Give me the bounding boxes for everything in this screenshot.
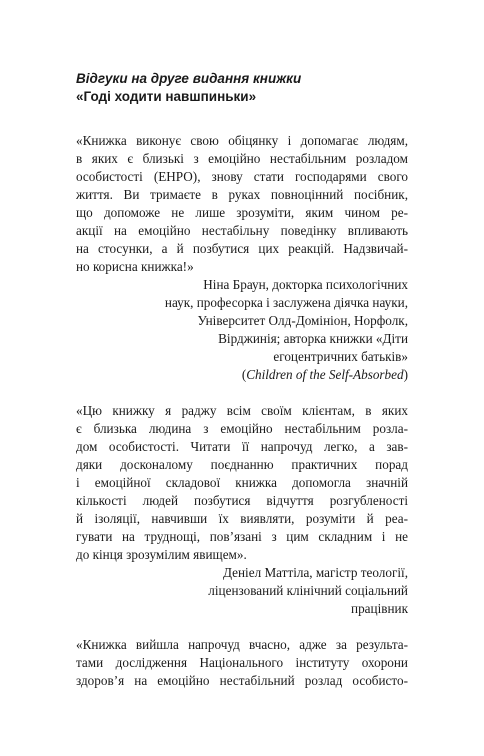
text-line: є близька людина з емоційно нестабільним розла- [76, 421, 408, 436]
book-page [76, 70, 408, 690]
attribution-line: егоцентричних батьків» [273, 349, 408, 364]
text-line: в яких є близькі з емоційно нестабільним розладом [76, 151, 408, 166]
attribution-line: працівник [351, 601, 408, 616]
text-line: тами дослідження Національного інституту охорони [76, 655, 408, 670]
attribution-line: Ніна Браун, докторка психологічних [203, 277, 408, 292]
text-line: акції на емоційно нестабільну поведінку впливають [76, 223, 408, 238]
review-2-text [76, 402, 408, 564]
attribution-line: наук, професорка і заслужена діячка науки, [164, 295, 408, 310]
attribution-line: ліцензований клінічний соціальний [208, 583, 408, 598]
text-line: до кінця зрозумілим явищем». [76, 547, 247, 562]
paren-open: ( [241, 367, 247, 382]
review-2-attribution [76, 564, 408, 618]
heading-line-1: Відгуки на друге видання книжки [76, 71, 302, 86]
attribution-line: Деніел Маттіла, магістр теології, [222, 565, 408, 580]
text-line: «Книжка вийшла напрочуд вчасно, адже за результа- [76, 637, 408, 652]
text-line: «Книжка виконує свою обіцянку і допомагає людям, [76, 133, 408, 148]
text-line: кількості людей позбутися відчуття розгубленості [76, 493, 408, 508]
original-title-line [76, 366, 408, 384]
text-line: на стосунки, а й позбутися цих реакцій. Надзвичай- [76, 241, 408, 256]
text-line: дом особистості. Читати її напрочуд легко, а зав- [76, 439, 408, 454]
text-line: но корисна книжка!» [76, 259, 194, 274]
paren-close: ) [403, 367, 408, 382]
text-line: життя. Ви тримаєте в руках повноцінний посібник, [76, 187, 408, 202]
attribution-line: Вірджинія; авторка книжки «Діти [218, 331, 408, 346]
review-1-attribution [76, 276, 408, 384]
review-1-text [76, 132, 408, 276]
text-line: й ізоляції, навчивши їх виявляти, розуміти й реа- [76, 511, 408, 526]
attribution-line: Університет Олд-Домініон, Норфолк, [197, 313, 408, 328]
text-line: що допоможе не лише зрозуміти, яким чином ре- [76, 205, 408, 220]
heading-line-2: «Годі ходити навшпиньки» [76, 89, 257, 104]
review-3-text [76, 636, 408, 690]
text-line: «Цю книжку я раджу всім своїм клієнтам, в яких [76, 403, 408, 418]
section-heading [76, 70, 408, 106]
text-line: здоров’я на емоційно нестабільний розлад особисто- [76, 673, 408, 688]
original-book-title: Children of the Self-Absorbed [246, 367, 404, 382]
text-line: і емоційної складової книжка допомогла значній [76, 475, 408, 490]
text-line: дяки досконалому поєднанню практичних порад [76, 457, 408, 472]
text-line: гувати на труднощі, пов’язані з цим складним і не [76, 529, 408, 544]
text-line: особистості (ЕНРО), знову стати господарями свого [76, 169, 408, 184]
